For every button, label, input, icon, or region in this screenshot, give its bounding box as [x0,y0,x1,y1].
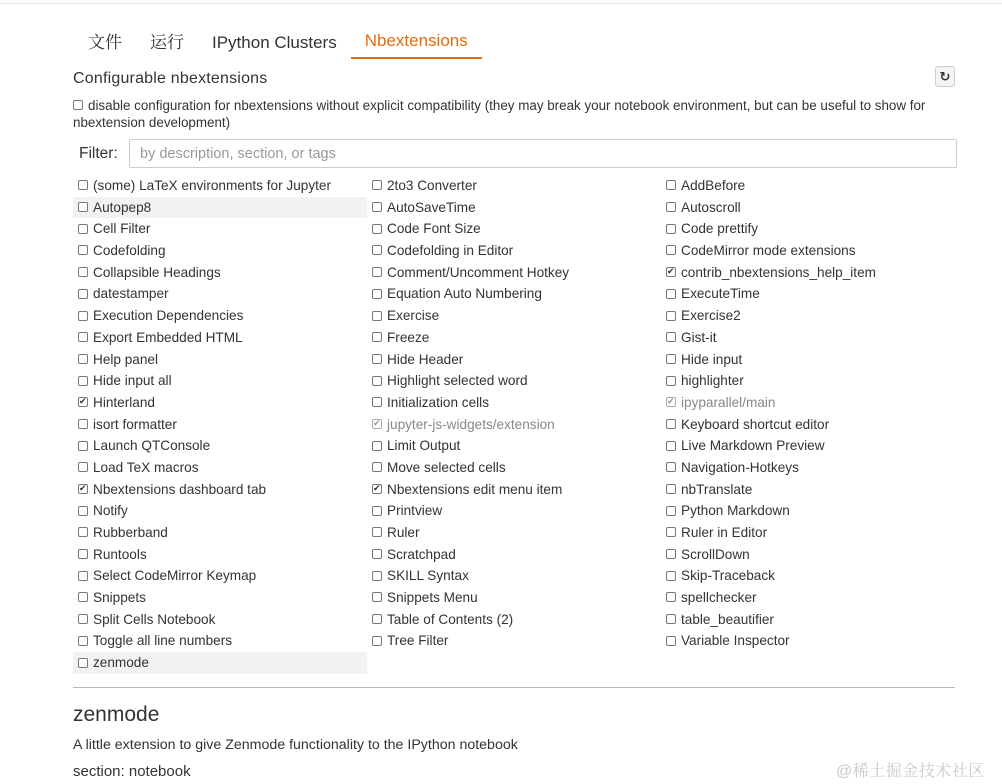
nbextension-checkbox[interactable] [666,376,676,386]
nbextension-checkbox[interactable] [78,354,88,364]
nbextension-item[interactable] [73,544,367,566]
nbextension-item[interactable] [73,587,367,609]
nbextension-label: Move selected cells [387,459,506,475]
nbextension-item[interactable] [367,349,661,371]
nbextension-label: Hide input [681,351,743,367]
nbextension-label: Toggle all line numbers [93,633,233,649]
nbextension-label: Codefolding [93,243,166,259]
nbextension-label: Table of Contents (2) [387,611,514,627]
nbextension-label: Help panel [93,351,158,367]
nbextension-label: Highlight selected word [387,373,528,389]
nbextension-item[interactable] [661,565,955,587]
nbextension-label: table_beautifier [681,611,774,627]
nbextension-checkbox[interactable] [372,549,382,559]
nbextension-label: Load TeX macros [93,459,199,475]
nbextension-item[interactable] [73,630,367,652]
nbextension-label: spellchecker [681,590,757,606]
nbextension-label: Split Cells Notebook [93,611,216,627]
nbextension-item[interactable] [73,500,367,522]
extension-section: section: notebook [73,763,191,780]
nbextension-checkbox[interactable] [78,658,88,668]
nbextension-label: highlighter [681,373,744,389]
nbextension-checkbox[interactable] [78,419,88,429]
nbextension-checkbox[interactable] [78,245,88,255]
nbextension-checkbox[interactable] [666,506,676,516]
nbextension-label: Exercise [387,308,440,324]
filter-input[interactable] [129,139,957,168]
nbextension-item[interactable] [367,262,661,284]
nbextension-checkbox[interactable] [666,549,676,559]
nbextension-label: Collapsible Headings [93,264,221,280]
nbextension-label: Code prettify [681,221,759,237]
nbextension-item[interactable] [661,435,955,457]
nbextension-item[interactable] [73,609,367,631]
nbextension-checkbox[interactable] [78,571,88,581]
nbextension-checkbox[interactable] [666,614,676,624]
nbextension-item[interactable] [661,587,955,609]
nbextension-checkbox[interactable] [666,571,676,581]
nbextension-checkbox[interactable] [372,289,382,299]
nbextension-label: Initialization cells [387,394,489,410]
nbextension-label: Tree Filter [387,633,449,649]
nbextension-label: Ruler in Editor [681,525,768,540]
nbextension-label: Hide Header [387,351,464,367]
nbextension-item[interactable] [367,435,661,457]
nbextension-label: Equation Auto Numbering [387,286,542,302]
nbextension-item[interactable] [661,175,955,197]
nbextension-item[interactable] [661,262,955,284]
nbextension-item[interactable] [367,283,661,305]
nbextension-label: nbTranslate [681,481,753,497]
nbextension-item[interactable] [73,305,367,327]
nbextension-checkbox[interactable] [78,614,88,624]
nbextension-label: Variable Inspector [681,633,790,649]
nbextension-checkbox[interactable] [372,484,382,494]
nbextension-label: Scratchpad [387,546,456,562]
compat-option [73,97,953,131]
nbextension-checkbox[interactable] [666,484,676,494]
nbextension-label: Printview [387,503,443,519]
nbextension-item[interactable] [73,218,367,240]
nbextension-checkbox[interactable] [666,332,676,342]
nbextension-checkbox[interactable] [372,202,382,212]
nbextension-item[interactable] [367,392,661,414]
nbextension-item[interactable] [73,327,367,349]
nbextension-checkbox[interactable] [372,441,382,451]
nbextension-label: Execution Dependencies [93,308,244,324]
nbextension-item[interactable] [661,457,955,479]
nbextension-checkbox[interactable] [372,354,382,364]
nbextension-label: Nbextensions edit menu item [387,481,563,497]
nbextension-label: Limit Output [387,438,461,454]
nbextension-checkbox[interactable] [666,311,676,321]
nbextension-item[interactable] [73,479,367,501]
nbextension-label: Live Markdown Preview [681,438,825,454]
nbextension-label: Skip-Traceback [681,568,775,584]
nbextension-label: 2to3 Converter [387,178,477,193]
nbextension-item[interactable] [661,522,955,544]
nbextension-label: Exercise2 [681,308,741,324]
extension-title: zenmode [73,703,160,726]
nbextension-label: Autopep8 [93,199,152,215]
nbextension-label: Comment/Uncomment Hotkey [387,264,570,280]
nbextension-item[interactable] [661,544,955,566]
nbextension-label: isort formatter [93,416,177,432]
nbextension-checkbox[interactable] [372,571,382,581]
nbextension-label: Codefolding in Editor [387,243,514,259]
nbextension-item[interactable] [367,479,661,501]
nbextension-label: zenmode [93,655,149,671]
nbextension-checkbox[interactable] [372,614,382,624]
nbextension-item[interactable] [73,652,367,674]
nbextension-item[interactable] [661,500,955,522]
nbextension-label: Code Font Size [387,221,481,237]
tab-bar [74,25,482,59]
nbextension-label: (some) LaTeX environments for Jupyter [93,178,331,193]
nbextension-checkbox[interactable] [372,267,382,277]
divider [73,687,955,688]
nbextension-item[interactable] [661,240,955,262]
nbextension-item[interactable] [367,197,661,219]
nbextension-item[interactable] [73,175,367,197]
nbextension-checkbox[interactable] [372,636,382,646]
nbextensions-column-2 [367,175,661,674]
nbextension-checkbox[interactable] [666,289,676,299]
nbextension-checkbox[interactable] [78,462,88,472]
nbextension-checkbox[interactable] [78,311,88,321]
nbextension-item[interactable] [367,522,661,544]
nbextension-label: datestamper [93,286,169,302]
nbextension-label: Select CodeMirror Keymap [93,568,257,584]
nbextension-item[interactable] [661,609,955,631]
nbextension-label: Export Embedded HTML [93,329,243,345]
top-border [0,0,1002,4]
nbextension-checkbox[interactable] [372,419,382,429]
nbextension-label: SKILL Syntax [387,568,469,584]
nbextension-checkbox[interactable] [666,180,676,190]
nbextension-item[interactable] [73,349,367,371]
nbextension-label: Autoscroll [681,199,741,215]
page-title: Configurable nbextensions [73,70,268,87]
nbextension-item[interactable] [367,609,661,631]
nbextension-item[interactable] [367,218,661,240]
nbextensions-column-3 [661,175,955,674]
nbextension-checkbox[interactable] [372,224,382,234]
nbextension-checkbox[interactable] [78,202,88,212]
nbextension-item[interactable] [73,283,367,305]
nbextension-checkbox[interactable] [78,636,88,646]
nbextension-checkbox[interactable] [666,592,676,602]
nbextension-label: Hinterland [93,394,155,410]
nbextension-checkbox[interactable] [372,592,382,602]
extension-description: A little extension to give Zenmode functionality to the IPython notebook [73,737,518,753]
nbextension-checkbox[interactable] [78,397,88,407]
tab-files[interactable]: 文件 [88,33,122,52]
nbextension-label: Hide input all [93,373,172,389]
nbextension-item[interactable] [661,479,955,501]
nbextension-checkbox[interactable] [666,636,676,646]
nbextension-label: ipyparallel/main [681,394,776,410]
nbextension-item[interactable] [367,587,661,609]
nbextension-checkbox[interactable] [78,441,88,451]
nbextension-item[interactable] [661,370,955,392]
nbextension-checkbox[interactable] [372,506,382,516]
nbextension-checkbox[interactable] [372,311,382,321]
nbextension-checkbox[interactable] [666,224,676,234]
nbextension-label: Freeze [387,329,430,345]
nbextension-item[interactable] [367,305,661,327]
nbextension-item[interactable] [73,370,367,392]
nbextension-item[interactable] [73,565,367,587]
nbextension-label: Gist-it [681,329,717,345]
nbextension-item[interactable] [661,197,955,219]
nbextension-label: Launch QTConsole [93,438,211,454]
nbextension-checkbox[interactable] [666,441,676,451]
nbextension-checkbox[interactable] [78,180,88,190]
nbextension-checkbox[interactable] [666,527,676,537]
nbextension-label: Cell Filter [93,221,151,237]
refresh-icon[interactable]: ↻ [935,66,955,87]
nbextension-item[interactable] [367,500,661,522]
nbextension-label: Notify [93,503,128,519]
nbextension-checkbox[interactable] [78,527,88,537]
tab-ipython-clusters[interactable]: IPython Clusters [212,33,337,52]
nbextension-checkbox[interactable] [78,267,88,277]
nbextension-checkbox[interactable] [666,245,676,255]
nbextension-item[interactable] [661,414,955,436]
nbextension-label: jupyter-js-widgets/extension [387,416,555,432]
compat-checkbox[interactable] [73,100,83,110]
nbextension-checkbox[interactable] [78,592,88,602]
nbextension-checkbox[interactable] [372,332,382,342]
nbextension-label: Snippets Menu [387,590,478,606]
nbextension-item[interactable] [73,522,367,544]
nbextension-item[interactable] [367,630,661,652]
nbextensions-column-1 [73,175,367,674]
nbextension-item[interactable] [367,544,661,566]
nbextension-item[interactable] [367,457,661,479]
nbextension-item[interactable] [367,327,661,349]
nbextension-item[interactable] [73,457,367,479]
nbextensions-list [73,175,957,674]
nbextension-checkbox[interactable] [666,419,676,429]
nbextension-item[interactable] [661,305,955,327]
nbextension-item[interactable] [367,175,661,197]
nbextension-item[interactable] [73,392,367,414]
nbextension-label: contrib_nbextensions_help_item [681,264,876,280]
nbextension-item[interactable] [73,435,367,457]
nbextension-item[interactable] [661,392,955,414]
nbextension-checkbox[interactable] [372,462,382,472]
compat-label: disable configuration for nbextensions without explicit compatibility (they may break your notebook environment, but can be useful to show for nbextension development) [73,98,926,130]
nbextension-label: AutoSaveTime [387,199,476,215]
nbextension-item[interactable] [73,262,367,284]
tab-nbextensions[interactable]: Nbextensions [351,25,482,59]
nbextension-checkbox[interactable] [372,180,382,190]
nbextension-checkbox[interactable] [78,484,88,494]
filter-row [73,139,957,168]
nbextension-label: Ruler [387,525,420,540]
nbextension-checkbox[interactable] [78,332,88,342]
nbextension-item[interactable] [73,197,367,219]
watermark: @稀土掘金技术社区 [836,763,985,780]
filter-label: Filter: [79,144,118,162]
nbextension-item[interactable] [73,414,367,436]
nbextension-checkbox[interactable] [372,397,382,407]
nbextension-checkbox[interactable] [78,376,88,386]
nbextension-label: Navigation-Hotkeys [681,459,799,475]
tab-running[interactable]: 运行 [150,33,184,52]
nbextension-label: AddBefore [681,178,746,193]
nbextension-checkbox[interactable] [666,354,676,364]
nbextension-checkbox[interactable] [666,397,676,407]
nbextension-item[interactable] [367,414,661,436]
nbextension-label: Keyboard shortcut editor [681,416,830,432]
nbextension-checkbox[interactable] [78,224,88,234]
nbextension-item[interactable] [661,349,955,371]
nbextension-label: ScrollDown [681,546,750,562]
nbextension-checkbox[interactable] [372,376,382,386]
nbextension-item[interactable] [73,240,367,262]
nbextension-label: CodeMirror mode extensions [681,243,856,259]
nbextension-checkbox[interactable] [372,245,382,255]
nbextension-item[interactable] [661,327,955,349]
nbextension-checkbox[interactable] [372,527,382,537]
nbextension-item[interactable] [661,283,955,305]
nbextension-checkbox[interactable] [78,506,88,516]
nbextension-label: Snippets [93,590,146,606]
nbextension-item[interactable] [661,630,955,652]
nbextension-label: Nbextensions dashboard tab [93,481,267,497]
nbextension-checkbox[interactable] [666,267,676,277]
nbextension-label: Python Markdown [681,503,790,519]
nbextension-checkbox[interactable] [666,462,676,472]
nbextension-label: Runtools [93,546,147,562]
nbextension-label: Rubberband [93,525,168,540]
nbextension-item[interactable] [367,240,661,262]
nbextension-checkbox[interactable] [666,202,676,212]
nbextension-item[interactable] [661,218,955,240]
nbextension-label: ExecuteTime [681,286,760,302]
nbextension-item[interactable] [367,370,661,392]
nbextension-item[interactable] [367,565,661,587]
nbextension-checkbox[interactable] [78,549,88,559]
nbextension-checkbox[interactable] [78,289,88,299]
